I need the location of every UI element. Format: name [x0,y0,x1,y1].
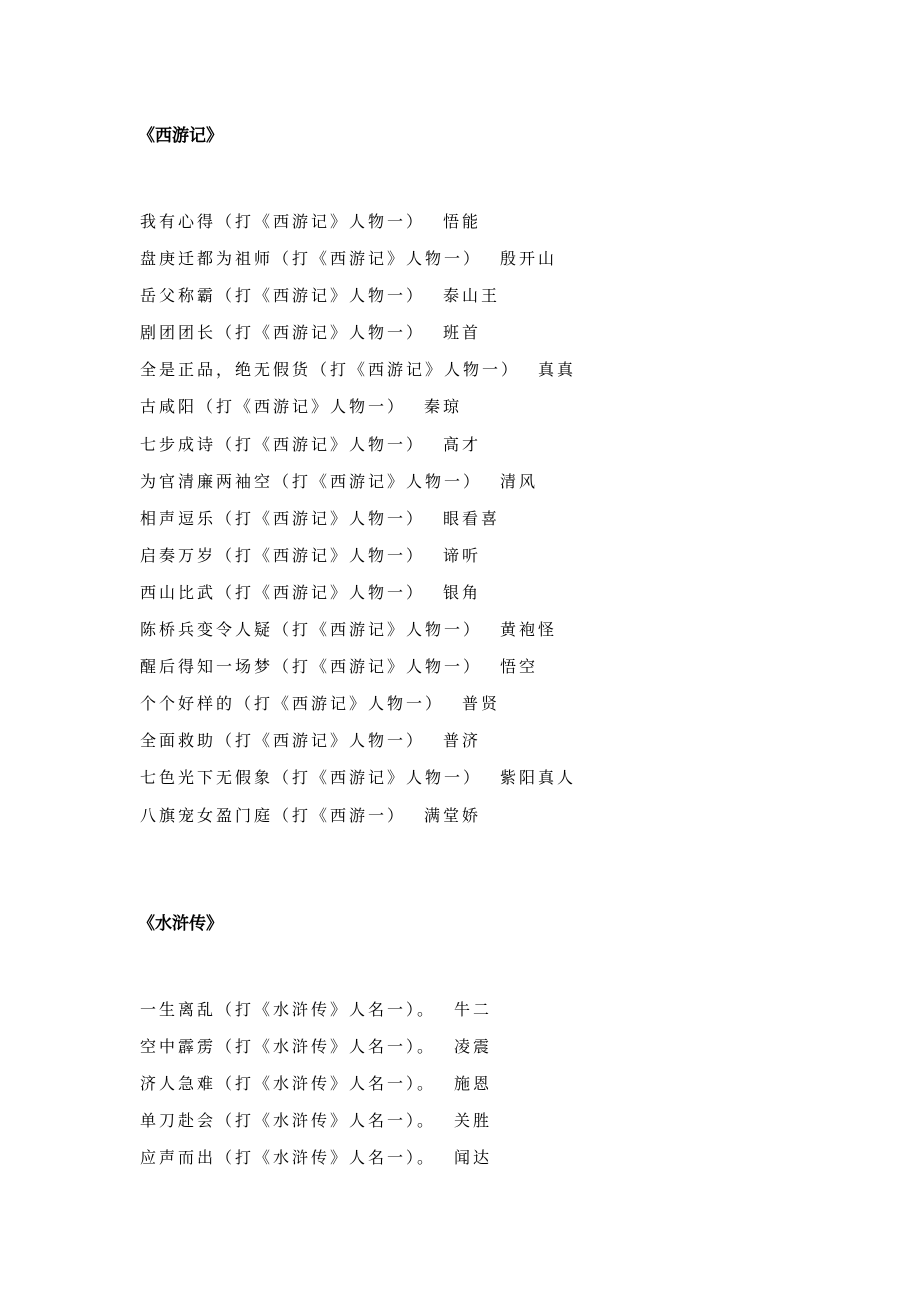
riddle-item [140,998,840,1035]
riddle-text: 全面救助（打《西游记》人物一） [140,731,426,751]
riddle-item [140,358,840,395]
riddle-text: 陈桥兵变令人疑（打《西游记》人物一） [140,620,483,640]
riddle-text: 济人急难（打《水浒传》人名一）。 [140,1074,437,1094]
riddle-item [140,804,840,841]
riddle-text: 八旗宠女盈门庭（打《西游一） [140,805,407,825]
riddle-answer: 真真 [538,360,577,380]
riddle-answer: 紫阳真人 [500,768,577,788]
riddle-item [140,210,840,247]
riddle-text: 全是正品，绝无假货（打《西游记》人物一） [140,360,521,380]
riddle-list [140,210,840,841]
riddle-answer: 关胜 [454,1111,493,1131]
riddle-text: 相声逗乐（打《西游记》人物一） [140,508,426,528]
riddle-text: 剧团团长（打《西游记》人物一） [140,323,426,343]
riddle-answer: 凌震 [454,1037,493,1057]
riddle-answer: 银角 [443,582,482,602]
riddle-item [140,1146,840,1183]
riddle-item [140,766,840,803]
riddle-item [140,618,840,655]
riddle-answer: 普贤 [462,694,501,714]
riddle-text: 盘庚迁都为祖师（打《西游记》人物一） [140,249,483,269]
riddle-text: 应声而出（打《水浒传》人名一）。 [140,1148,437,1168]
riddle-item [140,247,840,284]
riddle-item [140,395,840,432]
section-shuihuzhuan [140,912,840,1183]
riddle-item [140,1035,840,1072]
riddle-text: 个个好样的（打《西游记》人物一） [140,694,445,714]
riddle-text: 启奏万岁（打《西游记》人物一） [140,545,426,565]
riddle-item [140,433,840,470]
riddle-answer: 悟空 [500,657,539,677]
riddle-answer: 满堂娇 [424,805,482,825]
riddle-item [140,729,840,766]
riddle-item [140,284,840,321]
riddle-answer: 眼看喜 [443,508,501,528]
riddle-list [140,998,840,1183]
section-xiyouji [140,124,840,841]
section-title: 《西游记》 [138,126,223,146]
riddle-item [140,321,840,358]
riddle-item [140,470,840,507]
riddle-answer: 秦琼 [424,397,463,417]
riddle-answer: 悟能 [443,212,482,231]
riddle-answer: 闻达 [454,1148,493,1168]
riddle-text: 七步成诗（打《西游记》人物一） [140,434,426,454]
riddle-text: 古咸阳（打《西游记》人物一） [140,397,407,417]
riddle-text: 一生离乱（打《水浒传》人名一）。 [140,1000,437,1019]
riddle-text: 岳父称霸（打《西游记》人物一） [140,286,426,306]
riddle-text: 西山比武（打《西游记》人物一） [140,582,426,602]
section-title: 《水浒传》 [138,914,223,934]
riddle-item [140,1072,840,1109]
riddle-text: 为官清廉两袖空（打《西游记》人物一） [140,471,483,491]
riddle-answer: 施恩 [454,1074,493,1094]
riddle-item [140,507,840,544]
riddle-answer: 泰山王 [443,286,501,306]
riddle-text: 空中霹雳（打《水浒传》人名一）。 [140,1037,437,1057]
riddle-answer: 殷开山 [500,249,558,269]
riddle-answer: 黄袍怪 [500,620,558,640]
riddle-item [140,581,840,618]
riddle-answer: 谛听 [443,545,482,565]
riddle-text: 我有心得（打《西游记》人物一） [140,212,426,231]
riddle-text: 单刀赴会（打《水浒传》人名一）。 [140,1111,437,1131]
riddle-answer: 高才 [443,434,482,454]
riddle-answer: 清风 [500,471,539,491]
riddle-answer: 牛二 [454,1000,493,1019]
riddle-answer: 班首 [443,323,482,343]
riddle-answer: 普济 [443,731,482,751]
riddle-item [140,544,840,581]
riddle-text: 七色光下无假象（打《西游记》人物一） [140,768,483,788]
riddle-item [140,1109,840,1146]
riddle-item [140,692,840,729]
riddle-item [140,655,840,692]
riddle-text: 醒后得知一场梦（打《西游记》人物一） [140,657,483,677]
